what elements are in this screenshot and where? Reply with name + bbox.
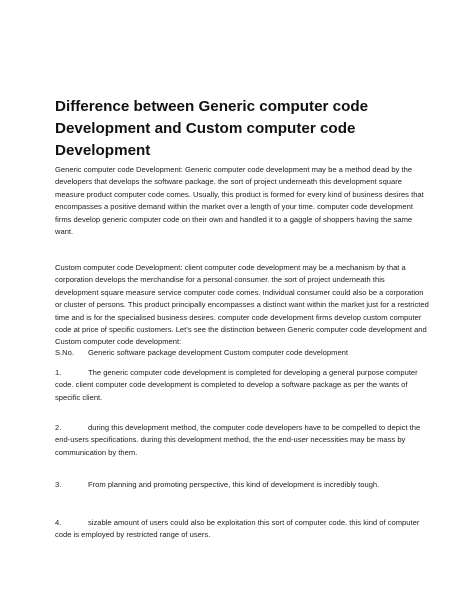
paragraph-custom: Custom computer code Development: client computer code development may be a mechanism by that a corporation develops the merchandise for a personal consumer. the sort of project underneath this development square measure service computer code comes. Individual consumer could also be a corporation or cluster of persons. This product principally encompasses a distinct want within the market just for a restricted time and is for the specialised business desires. computer code development firms develop custom computer code at price of specific customers. Let’s see the distinction between Generic computer code development and Custom computer code development: [55,263,429,347]
table-header-text: Generic software package development Custom computer code development [88,348,349,357]
table-header-num: S.No. [55,348,74,357]
row-number: 4. [55,518,62,527]
row-text: From planning and promoting perspective, this kind of development is incredibly tough. [88,480,380,489]
row-number: 1. [55,368,62,377]
table-header [55,347,430,359]
table-row [55,422,430,459]
paragraph-generic: Generic computer code Development: Generic computer code development may be a method dead by the developers that develops the software package. the sort of project underneath this development square measure product computer code comes. Usually, this product is formed for every kind of business desires that encompasses a positive demand within the market over a length of your time. computer code development firms develop generic computer code on their own and handled it to a gaggle of shoppers having the same want. [55,165,424,237]
table-row [55,479,430,491]
row-number: 3. [55,480,62,489]
table-row [55,367,430,404]
row-text: sizable amount of users could also be exploitation this sort of computer code. this kind of computer code is employed by restricted range of users. [55,518,420,540]
row-text: during this development method, the computer code developers have to be compelled to depict the end-users specifications. during this development method, the the end-user necessities may be mass by communication by them. [55,423,421,457]
row-number: 2. [55,423,62,432]
table-row [55,517,430,542]
row-text: The generic computer code development is completed for developing a general purpose computer code. client computer code development is completed to develop a software package as per the wants of specific client. [55,368,418,402]
document-title: Difference between Generic computer code Development and Custom computer code Development [55,98,369,159]
